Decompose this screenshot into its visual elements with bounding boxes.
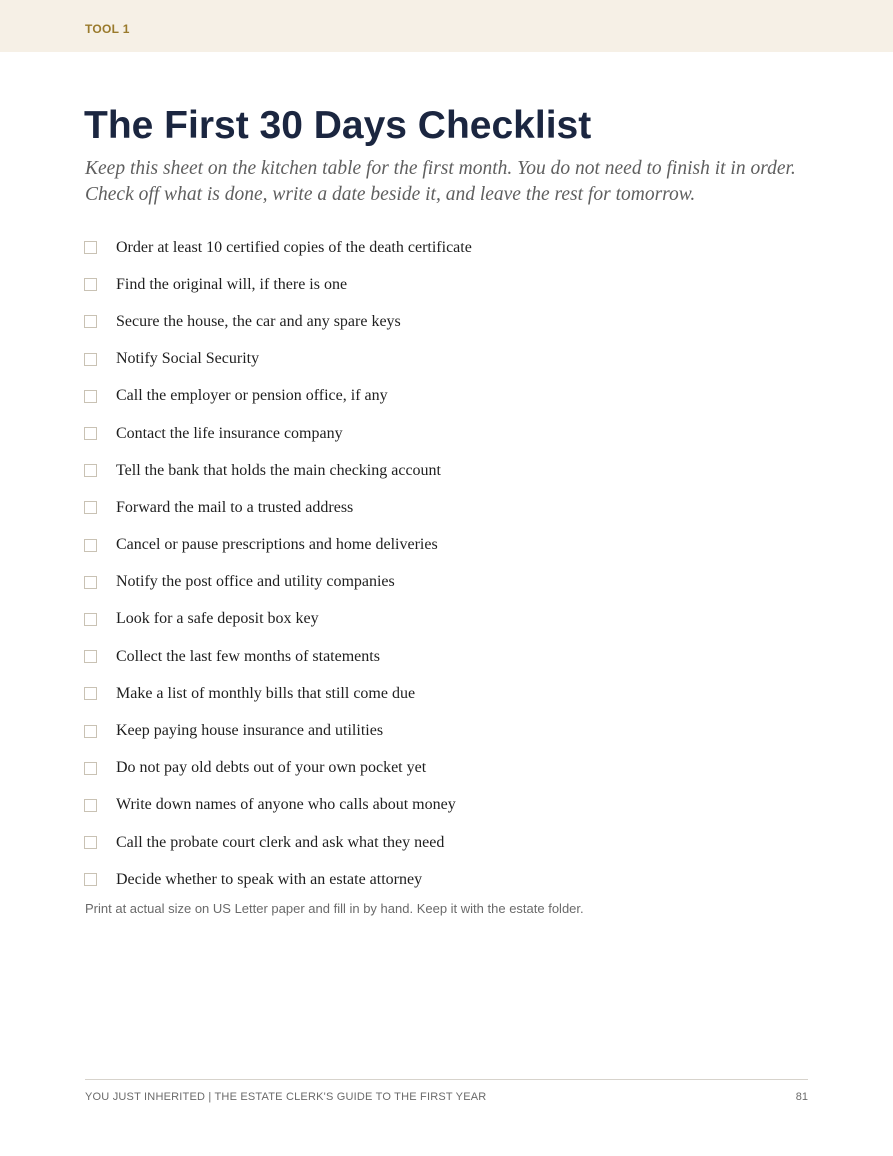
checklist-item: [84, 303, 472, 340]
checklist-item: [84, 787, 472, 824]
checkbox[interactable]: [84, 427, 97, 440]
checkbox[interactable]: [84, 539, 97, 552]
checklist-item: [84, 452, 472, 489]
checklist-item-label: Do not pay old debts out of your own pocket yet: [116, 759, 427, 777]
checklist-item-label: Notify the post office and utility companies: [116, 573, 395, 591]
checklist-item: [84, 415, 472, 452]
checklist-item: [84, 601, 472, 638]
checklist: [84, 229, 472, 898]
checklist-item: [84, 675, 472, 712]
checklist-item-label: Call the employer or pension office, if any: [116, 387, 388, 405]
checkbox[interactable]: [84, 353, 97, 366]
checklist-item: [84, 229, 472, 266]
checklist-item-label: Contact the life insurance company: [116, 424, 343, 442]
checklist-item-label: Tell the bank that holds the main checking account: [116, 461, 441, 479]
checklist-item-label: Decide whether to speak with an estate attorney: [116, 870, 423, 888]
footer-running-title: YOU JUST INHERITED | THE ESTATE CLERK'S GUIDE TO THE FIRST YEAR: [85, 1091, 487, 1103]
checklist-item-label: Collect the last few months of statements: [116, 647, 380, 665]
checklist-item-label: Write down names of anyone who calls about money: [116, 796, 456, 814]
checklist-item: [84, 378, 472, 415]
checkbox[interactable]: [84, 873, 97, 886]
checklist-item-label: Look for a safe deposit box key: [116, 610, 319, 628]
checklist-item: [84, 824, 472, 861]
checklist-item-label: Secure the house, the car and any spare keys: [116, 312, 401, 330]
checkbox[interactable]: [84, 762, 97, 775]
checklist-item-label: Notify Social Security: [116, 350, 260, 368]
checkbox[interactable]: [84, 687, 97, 700]
page-title: The First 30 Days Checklist: [84, 104, 592, 147]
checkbox[interactable]: [84, 576, 97, 589]
checklist-item-label: Make a list of monthly bills that still come due: [116, 684, 416, 702]
print-note: Print at actual size on US Letter paper and fill in by hand. Keep it with the estate folder.: [85, 901, 584, 916]
checkbox[interactable]: [84, 836, 97, 849]
checklist-item-label: Cancel or pause prescriptions and home deliveries: [116, 536, 438, 554]
checkbox[interactable]: [84, 390, 97, 403]
page-number: 81: [795, 1091, 808, 1103]
footer-divider: [85, 1079, 808, 1080]
checkbox[interactable]: [84, 799, 97, 812]
tool-label: TOOL 1: [85, 22, 130, 36]
checkbox[interactable]: [84, 501, 97, 514]
checklist-item: [84, 266, 472, 303]
checkbox[interactable]: [84, 650, 97, 663]
checkbox[interactable]: [84, 725, 97, 738]
checklist-item: [84, 527, 472, 564]
checklist-item-label: Forward the mail to a trusted address: [116, 498, 354, 516]
intro-text: Keep this sheet on the kitchen table for the first month. You do not need to finish it in order. Check off what is done, write a date beside it, and leave the rest for tomorrow.: [85, 158, 796, 205]
checklist-item: [84, 341, 472, 378]
checkbox[interactable]: [84, 315, 97, 328]
checklist-item: [84, 489, 472, 526]
checklist-item: [84, 712, 472, 749]
checkbox[interactable]: [84, 241, 97, 254]
checklist-item-label: Call the probate court clerk and ask what they need: [116, 833, 445, 851]
checklist-item: [84, 750, 472, 787]
checkbox[interactable]: [84, 278, 97, 291]
checklist-item-label: Keep paying house insurance and utilities: [116, 722, 384, 740]
checklist-item: [84, 638, 472, 675]
checklist-item-label: Order at least 10 certified copies of the death certificate: [116, 238, 472, 256]
checkbox[interactable]: [84, 464, 97, 477]
checkbox[interactable]: [84, 613, 97, 626]
checklist-item: [84, 564, 472, 601]
top-band: [0, 0, 893, 52]
checklist-item: [84, 861, 472, 898]
checklist-item-label: Find the original will, if there is one: [116, 275, 348, 293]
